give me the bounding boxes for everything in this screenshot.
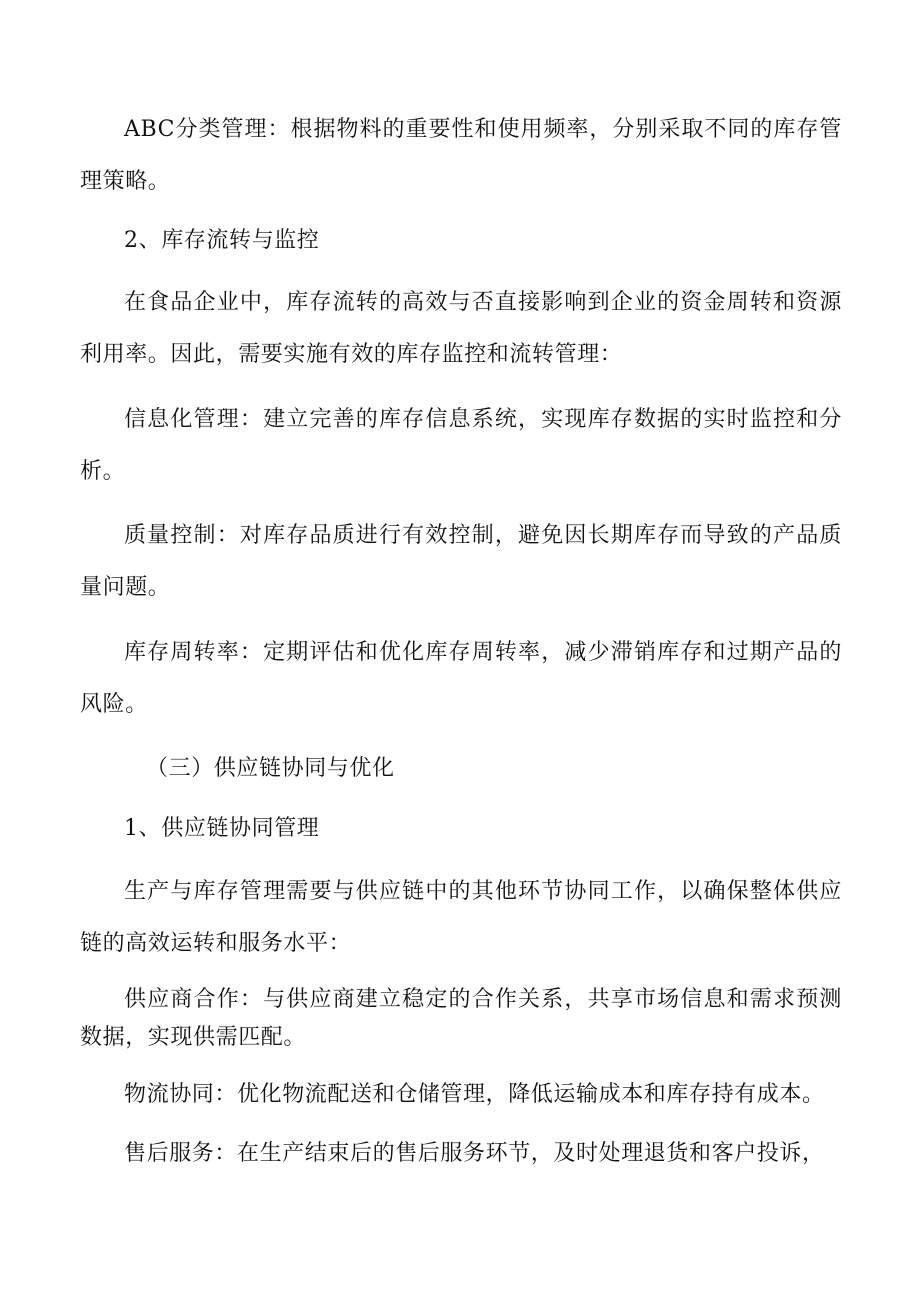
subsection-heading-supply-chain-management: 1、供应链协同管理 — [124, 816, 320, 841]
paragraph-quality-control: 质量控制：对库存品质进行有效控制，避免因长期库存而导致的产品质量问题。 — [80, 523, 842, 600]
section-heading-supply-chain: （三）供应链协同与优化 — [146, 756, 395, 781]
paragraph-inventory-flow-intro: 在食品企业中，库存流转的高效与否直接影响到企业的资金周转和资源利用率。因此，需要实施有效的库存监控和流转管理： — [80, 290, 842, 367]
paragraph-abc-classification: ABC分类管理：根据物料的重要性和使用频率，分别采取不同的库存管理策略。 — [80, 117, 842, 194]
paragraph-supply-chain-intro: 生产与库存管理需要与供应链中的其他环节协同工作，以确保整体供应链的高效运转和服务水平： — [80, 879, 842, 956]
paragraph-supplier-cooperation: 供应商合作：与供应商建立稳定的合作关系，共享市场信息和需求预测数据，实现供需匹配。 — [80, 987, 842, 1050]
paragraph-inventory-turnover: 库存周转率：定期评估和优化库存周转率，减少滞销库存和过期产品的风险。 — [80, 640, 842, 717]
paragraph-information-management: 信息化管理：建立完善的库存信息系统，实现库存数据的实时监控和分析。 — [80, 407, 842, 484]
paragraph-logistics-coordination: 物流协同：优化物流配送和仓储管理，降低运输成本和库存持有成本。 — [124, 1082, 825, 1107]
section-heading-inventory-flow: 2、库存流转与监控 — [124, 228, 320, 253]
paragraph-after-sales-service: 售后服务：在生产结束后的售后服务环节，及时处理退货和客户投诉， — [124, 1141, 825, 1166]
